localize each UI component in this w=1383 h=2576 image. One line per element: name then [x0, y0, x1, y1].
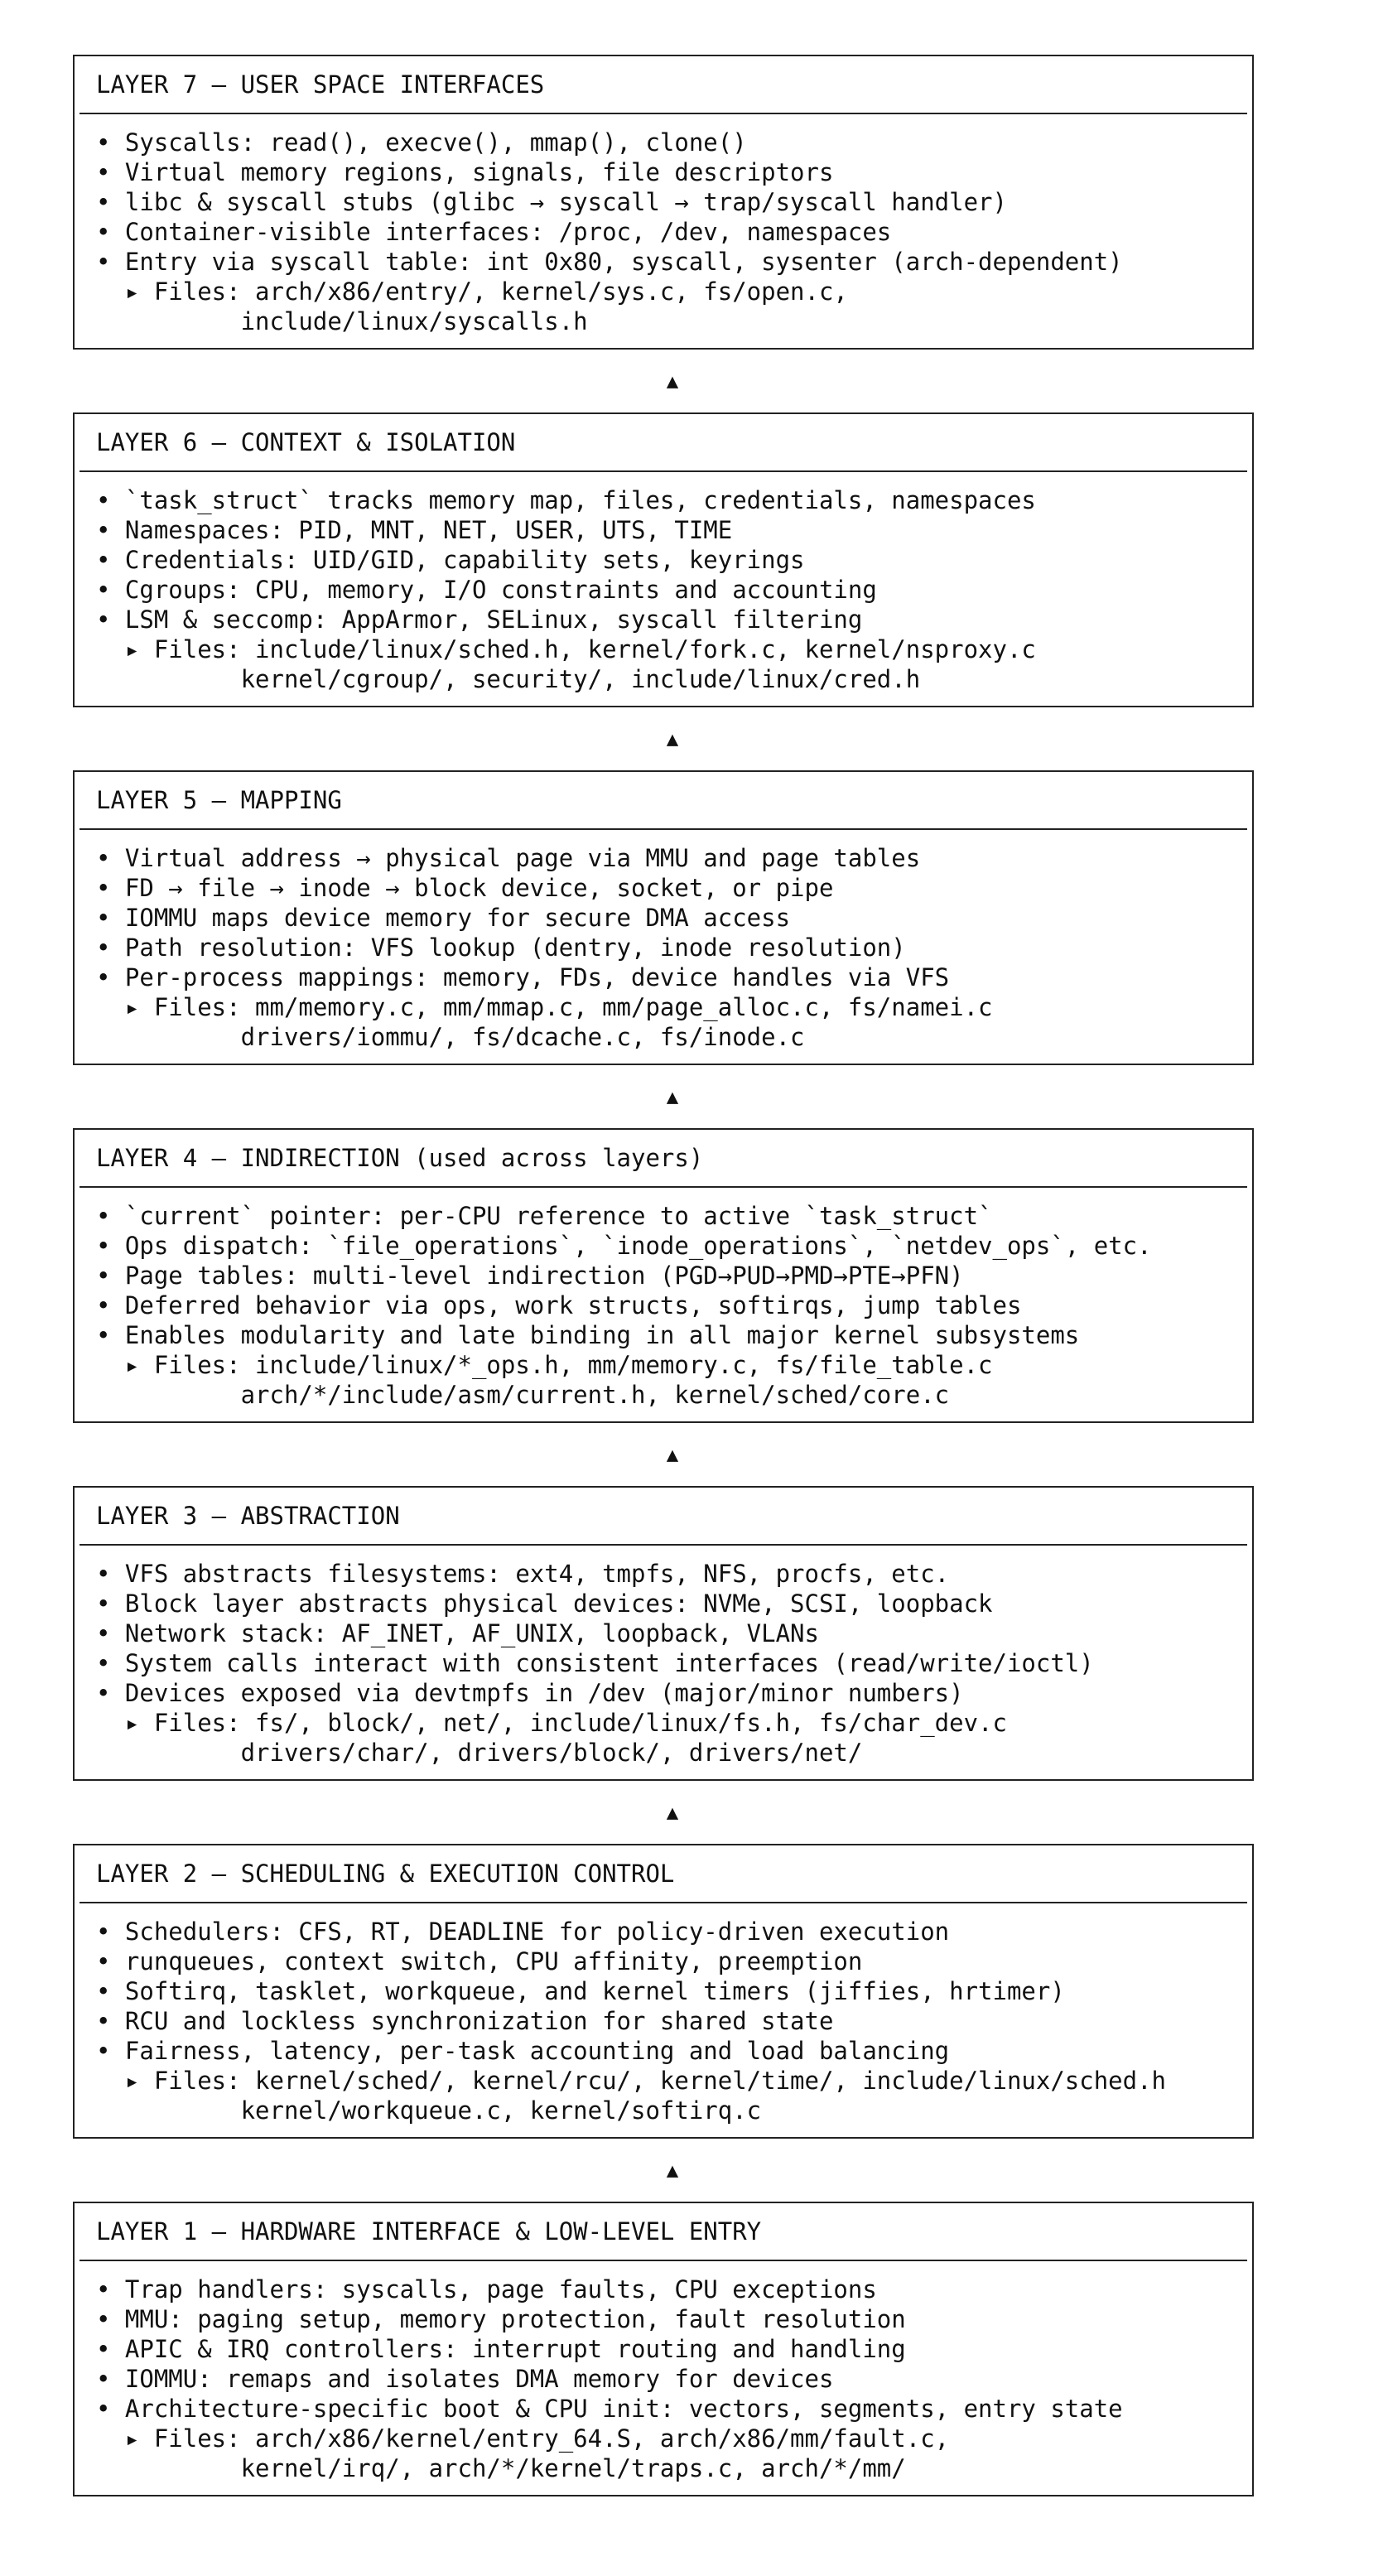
layer-3-box [73, 1486, 1254, 1781]
layer-4-box [73, 1128, 1254, 1423]
layer-7-divider [80, 113, 1247, 114]
layer-1-line-3: • APIC & IRQ controllers: interrupt routing and handling [96, 2335, 906, 2363]
layer-3-line-2: • Block layer abstracts physical devices: NVMe, SCSI, loopback [96, 1589, 993, 1618]
layer-7-line-1: • Syscalls: read(), execve(), mmap(), clone() [96, 128, 747, 157]
layer-4-title: LAYER 4 — INDIRECTION (used across layers) [96, 1144, 704, 1172]
layer-7-box [73, 55, 1254, 350]
layer-7-items [96, 128, 1123, 336]
layer-5-line-3: • IOMMU maps device memory for secure DMA access [96, 904, 791, 932]
layer-5-box [73, 770, 1254, 1065]
layer-5-line-2: • FD → file → inode → block device, socket, or pipe [96, 874, 834, 902]
layer-7-files-line-2: include/linux/syscalls.h [96, 307, 588, 335]
layer-1-box [73, 2202, 1254, 2496]
layer-2-line-3: • Softirq, tasklet, workqueue, and kernel timers (jiffies, hrtimer) [96, 1977, 1065, 2005]
layer-3-title: LAYER 3 — ABSTRACTION [96, 1502, 400, 1530]
layer-2-line-1: • Schedulers: CFS, RT, DEADLINE for policy-driven execution [96, 1918, 950, 1946]
layer-3-line-5: • Devices exposed via devtmpfs in /dev (major/minor numbers) [96, 1679, 964, 1707]
layer-3-line-3: • Network stack: AF_INET, AF_UNIX, loopback, VLANs [96, 1619, 819, 1647]
layer-6-line-1: • `task_struct` tracks memory map, files, credentials, namespaces [96, 486, 1036, 514]
layer-7-line-5: • Entry via syscall table: int 0x80, syscall, sysenter (arch-dependent) [96, 248, 1123, 276]
layer-6-line-5: • LSM & seccomp: AppArmor, SELinux, syscall filtering [96, 605, 863, 634]
layer-5-files-line-2: drivers/iommu/, fs/dcache.c, fs/inode.c [96, 1023, 805, 1051]
layer-6-box [73, 412, 1254, 707]
layer-1-title: LAYER 1 — HARDWARE INTERFACE & LOW-LEVEL ENTRY [96, 2217, 762, 2246]
layer-4-files-line-2: arch/*/include/asm/current.h, kernel/sched/core.c [96, 1381, 950, 1409]
layer-1-line-4: • IOMMU: remaps and isolates DMA memory for devices [96, 2365, 834, 2393]
layer-7-title: LAYER 7 — USER SPACE INTERFACES [96, 70, 545, 99]
layer-1-items [96, 2275, 1123, 2483]
layer-5-files-line-1: ▸ Files: mm/memory.c, mm/mmap.c, mm/page_alloc.c, fs/namei.c [96, 993, 993, 1021]
layer-4-line-1: • `current` pointer: per-CPU reference to active `task_struct` [96, 1202, 993, 1230]
layer-7-line-3: • libc & syscall stubs (glibc → syscall → trap/syscall handler) [96, 188, 1007, 216]
layer-2-files-line-1: ▸ Files: kernel/sched/, kernel/rcu/, kernel/time/, include/linux/sched.h [96, 2067, 1167, 2095]
layer-7-files-line-1: ▸ Files: arch/x86/entry/, kernel/sys.c, fs/open.c, [96, 277, 848, 306]
arrow-up-icon: ▲ [666, 727, 679, 750]
layer-6-line-4: • Cgroups: CPU, memory, I/O constraints and accounting [96, 576, 877, 604]
layer-4-line-4: • Deferred behavior via ops, work structs, softirqs, jump tables [96, 1291, 1022, 1319]
arrow-up-icon: ▲ [666, 1801, 679, 1824]
layer-4-line-2: • Ops dispatch: `file_operations`, `inode_operations`, `netdev_ops`, etc. [96, 1232, 1152, 1260]
layer-5-divider [80, 828, 1247, 830]
arrow-up-icon: ▲ [666, 1443, 679, 1466]
layer-4-files-line-1: ▸ Files: include/linux/*_ops.h, mm/memory.c, fs/file_table.c [96, 1351, 993, 1379]
layer-7-line-4: • Container-visible interfaces: /proc, /dev, namespaces [96, 218, 892, 246]
arrow-up-icon: ▲ [666, 1085, 679, 1108]
layer-6-title: LAYER 6 — CONTEXT & ISOLATION [96, 428, 516, 456]
layer-6-divider [80, 470, 1247, 472]
layer-3-line-4: • System calls interact with consistent interfaces (read/write/ioctl) [96, 1649, 1094, 1677]
layer-6-line-2: • Namespaces: PID, MNT, NET, USER, UTS, TIME [96, 516, 733, 544]
layer-3-items [96, 1559, 1094, 1768]
layer-7-line-2: • Virtual memory regions, signals, file descriptors [96, 158, 834, 186]
layer-3-files-line-1: ▸ Files: fs/, block/, net/, include/linux/fs.h, fs/char_dev.c [96, 1709, 1007, 1737]
layer-5-line-4: • Path resolution: VFS lookup (dentry, inode resolution) [96, 933, 906, 962]
layer-4-items [96, 1201, 1152, 1410]
layer-1-line-5: • Architecture-specific boot & CPU init: vectors, segments, entry state [96, 2395, 1123, 2423]
layer-3-divider [80, 1544, 1247, 1546]
layer-6-files-line-2: kernel/cgroup/, security/, include/linux/cred.h [96, 665, 921, 693]
layer-3-files-line-2: drivers/char/, drivers/block/, drivers/net/ [96, 1739, 863, 1767]
layer-2-title: LAYER 2 — SCHEDULING & EXECUTION CONTROL [96, 1860, 675, 1888]
layer-4-divider [80, 1186, 1247, 1188]
layer-1-files-line-2: kernel/irq/, arch/*/kernel/traps.c, arch/*/mm/ [96, 2454, 906, 2482]
layer-5-items [96, 843, 993, 1052]
layer-2-divider [80, 1902, 1247, 1903]
layer-1-files-line-1: ▸ Files: arch/x86/kernel/entry_64.S, arch/x86/mm/fault.c, [96, 2424, 950, 2453]
layer-5-title: LAYER 5 — MAPPING [96, 786, 342, 814]
layer-5-line-1: • Virtual address → physical page via MMU and page tables [96, 844, 921, 872]
layer-6-items [96, 485, 1036, 694]
layer-2-line-4: • RCU and lockless synchronization for shared state [96, 2007, 834, 2035]
layer-2-line-2: • runqueues, context switch, CPU affinity, preemption [96, 1947, 863, 1975]
layer-2-files-line-2: kernel/workqueue.c, kernel/softirq.c [96, 2096, 762, 2125]
layer-1-divider [80, 2260, 1247, 2261]
layer-3-line-1: • VFS abstracts filesystems: ext4, tmpfs, NFS, procfs, etc. [96, 1560, 950, 1588]
layer-6-files-line-1: ▸ Files: include/linux/sched.h, kernel/fork.c, kernel/nsproxy.c [96, 635, 1036, 663]
layer-2-items [96, 1917, 1166, 2125]
arrow-up-icon: ▲ [666, 369, 679, 393]
layer-2-box [73, 1844, 1254, 2139]
layer-1-line-1: • Trap handlers: syscalls, page faults, CPU exceptions [96, 2275, 877, 2303]
layer-2-line-5: • Fairness, latency, per-task accounting and load balancing [96, 2037, 950, 2065]
arrow-up-icon: ▲ [666, 2159, 679, 2182]
layer-1-line-2: • MMU: paging setup, memory protection, fault resolution [96, 2305, 906, 2333]
layer-4-line-3: • Page tables: multi-level indirection (PGD→PUD→PMD→PTE→PFN) [96, 1261, 964, 1290]
layer-5-line-5: • Per-process mappings: memory, FDs, device handles via VFS [96, 963, 950, 991]
layer-6-line-3: • Credentials: UID/GID, capability sets, keyrings [96, 546, 805, 574]
layer-4-line-5: • Enables modularity and late binding in all major kernel subsystems [96, 1321, 1080, 1349]
